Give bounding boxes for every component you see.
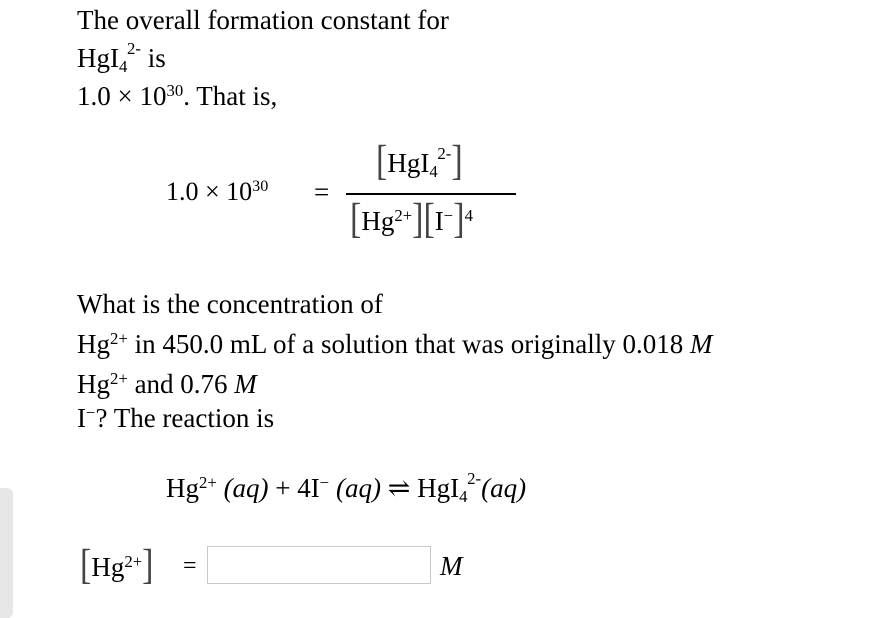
answer-unit: M <box>440 551 463 581</box>
rx-aq-3: (aq) <box>481 473 527 503</box>
num-left-bracket: [ <box>376 138 388 185</box>
den-hg-sup: 2+ <box>394 205 413 225</box>
lhs-exp: 30 <box>252 178 269 196</box>
molar-unit-2: M <box>234 369 257 399</box>
den-right-bracket: ] <box>412 196 424 243</box>
equation-lhs <box>166 176 268 212</box>
q-iodide-sup: − <box>86 402 96 422</box>
q-iodide: I <box>77 403 86 433</box>
intro-species <box>77 38 166 77</box>
den-i: I <box>434 206 444 236</box>
kf-exp: 30 <box>166 80 184 100</box>
q-hg-sup: 2+ <box>110 328 128 348</box>
answer-right-bracket: ] <box>142 542 154 589</box>
fraction-denominator <box>350 196 473 243</box>
den-i-sup: − <box>443 205 454 225</box>
fraction-bar <box>346 193 516 195</box>
reaction-equation <box>166 468 527 508</box>
lhs-mantissa: 1.0 <box>166 177 199 206</box>
question-line-1 <box>77 288 383 320</box>
question-line-4 <box>77 402 274 438</box>
q-hg: Hg <box>77 329 110 359</box>
den-i-left-bracket: [ <box>423 196 435 243</box>
equation-equals: = <box>314 177 330 207</box>
intro-kf <box>77 80 277 116</box>
question-text-4: ? The reaction is <box>95 403 275 433</box>
answer-hg-sup: 2+ <box>124 551 143 571</box>
question-text-1: What is the concentration of <box>77 289 383 319</box>
rx-product-sub: 4 <box>459 487 468 507</box>
answer-equals: = <box>183 553 197 579</box>
num-right-bracket: ] <box>451 138 463 185</box>
equilibrium-arrow-icon: ⇌ <box>387 473 411 503</box>
q-hg-sup-2: 2+ <box>110 368 128 388</box>
den-left-bracket: [ <box>350 196 362 243</box>
fraction-numerator <box>376 138 463 185</box>
question-text-3: and 0.76 <box>134 369 228 399</box>
rx-product-scripts <box>459 468 482 507</box>
rx-aq-1: (aq) <box>223 473 269 503</box>
rx-aq-2: (aq) <box>335 473 381 503</box>
species-sub: 4 <box>119 57 128 77</box>
rx-product: HgI <box>417 473 460 503</box>
rx-hg-sup: 2+ <box>199 472 217 492</box>
question-line-2 <box>77 328 713 364</box>
num-sub: 4 <box>429 162 438 182</box>
species-sup: 2- <box>127 38 141 58</box>
question-text-2: in 450.0 mL of a solution that was originally 0.018 <box>134 329 684 359</box>
is-word: is <box>147 43 166 73</box>
rx-i-sup: − <box>319 472 330 492</box>
q-hg-2: Hg <box>77 369 110 399</box>
rx-four-i: 4I <box>297 473 320 503</box>
den-i-right-bracket: ] <box>453 196 465 243</box>
den-i-pow: 4 <box>464 205 473 225</box>
lhs-base: 10 <box>226 177 253 206</box>
rx-plus: + <box>275 473 291 503</box>
rx-product-sup: 2- <box>467 468 482 488</box>
num-sup: 2- <box>437 143 452 163</box>
species-scripts <box>119 38 141 77</box>
num-base: HgI <box>387 148 430 178</box>
question-line-3 <box>77 368 257 404</box>
kf-base: 10 <box>139 81 167 111</box>
kf-mantissa: 1.0 <box>77 81 111 111</box>
lhs-times: × <box>205 177 220 206</box>
answer-left-bracket: [ <box>80 542 92 589</box>
kf-times: × <box>117 81 133 111</box>
answer-input[interactable] <box>207 546 431 584</box>
den-hg: Hg <box>361 206 395 236</box>
num-scripts <box>429 143 452 182</box>
intro-line-1 <box>77 4 449 36</box>
intro-text: The overall formation constant for <box>77 5 449 35</box>
answer-label <box>80 542 154 589</box>
that-is: . That is, <box>183 81 278 111</box>
species-base: HgI <box>77 43 119 73</box>
molar-unit-1: M <box>690 329 713 359</box>
answer-hg: Hg <box>91 552 125 582</box>
rx-hg: Hg <box>166 473 199 503</box>
side-scroll-strip <box>0 488 13 618</box>
